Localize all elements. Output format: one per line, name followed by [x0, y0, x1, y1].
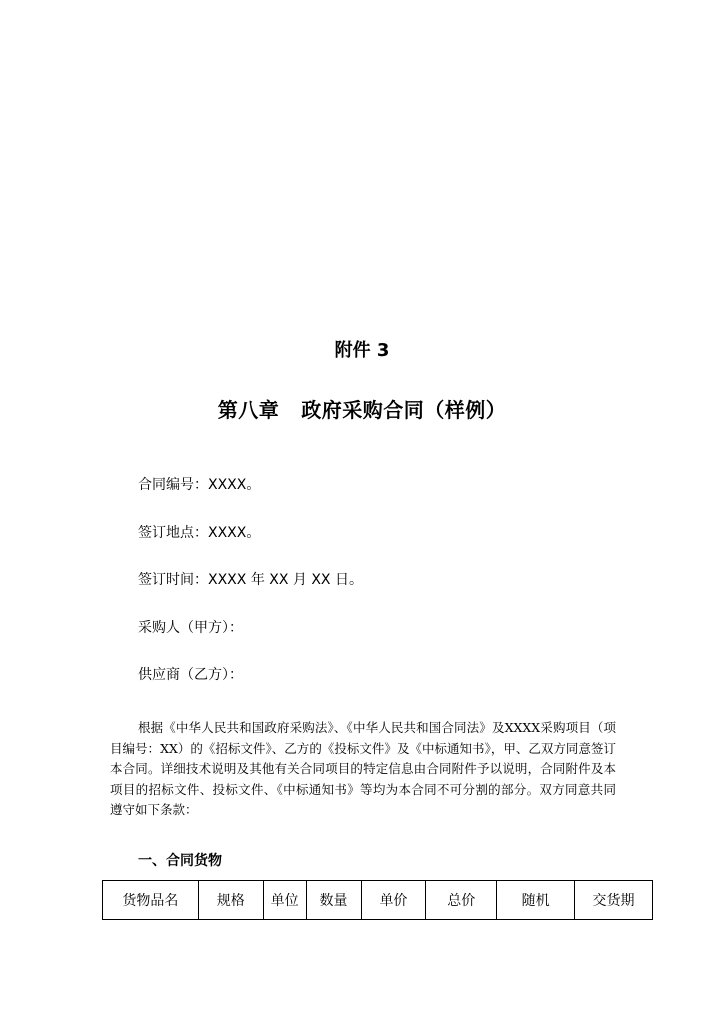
chapter-title [0, 394, 724, 423]
section-heading-goods: 一、合同货物 [138, 853, 222, 869]
chapter-name: 政府采购合同（样例） [301, 398, 507, 422]
header-delivery-period: 交货期 [575, 881, 653, 920]
header-goods-name: 货物品名 [103, 881, 199, 920]
header-unit-price: 单价 [361, 881, 426, 920]
goods-table [102, 880, 653, 920]
signing-place-field: 签订地点：XXXX。 [138, 525, 261, 541]
header-accessories: 随机 [497, 881, 575, 920]
header-spec: 规格 [198, 881, 263, 920]
chapter-number: 第八章 [217, 398, 280, 422]
header-unit: 单位 [263, 881, 306, 920]
attachment-title: 附件 3 [334, 340, 390, 361]
purchaser-field: 采购人（甲方）： [138, 620, 243, 636]
supplier-field: 供应商（乙方）： [138, 667, 243, 683]
header-quantity: 数量 [306, 881, 361, 920]
intro-paragraph: 根据《中华人民共和国政府采购法》、《中华人民共和国合同法》及XXXX采购项目（项目编号：XX）的《招标文件》、乙方的《投标文件》及《中标通知书》，甲、乙双方同意签订本合同。详细技术说明及其他有关合同项目的特定信息由合同附件予以说明，合同附件及本项目的招标文件、投标文件、《中标通知书》等均为本合同不可分割的部分。双方同意共同遵守如下条款： [110, 720, 616, 817]
header-total-price: 总价 [426, 881, 497, 920]
signing-time-field: 签订时间：XXXX 年 XX 月 XX 日。 [138, 572, 363, 588]
goods-table-header-row [103, 881, 653, 920]
contract-number-field: 合同编号：XXXX。 [138, 477, 261, 493]
